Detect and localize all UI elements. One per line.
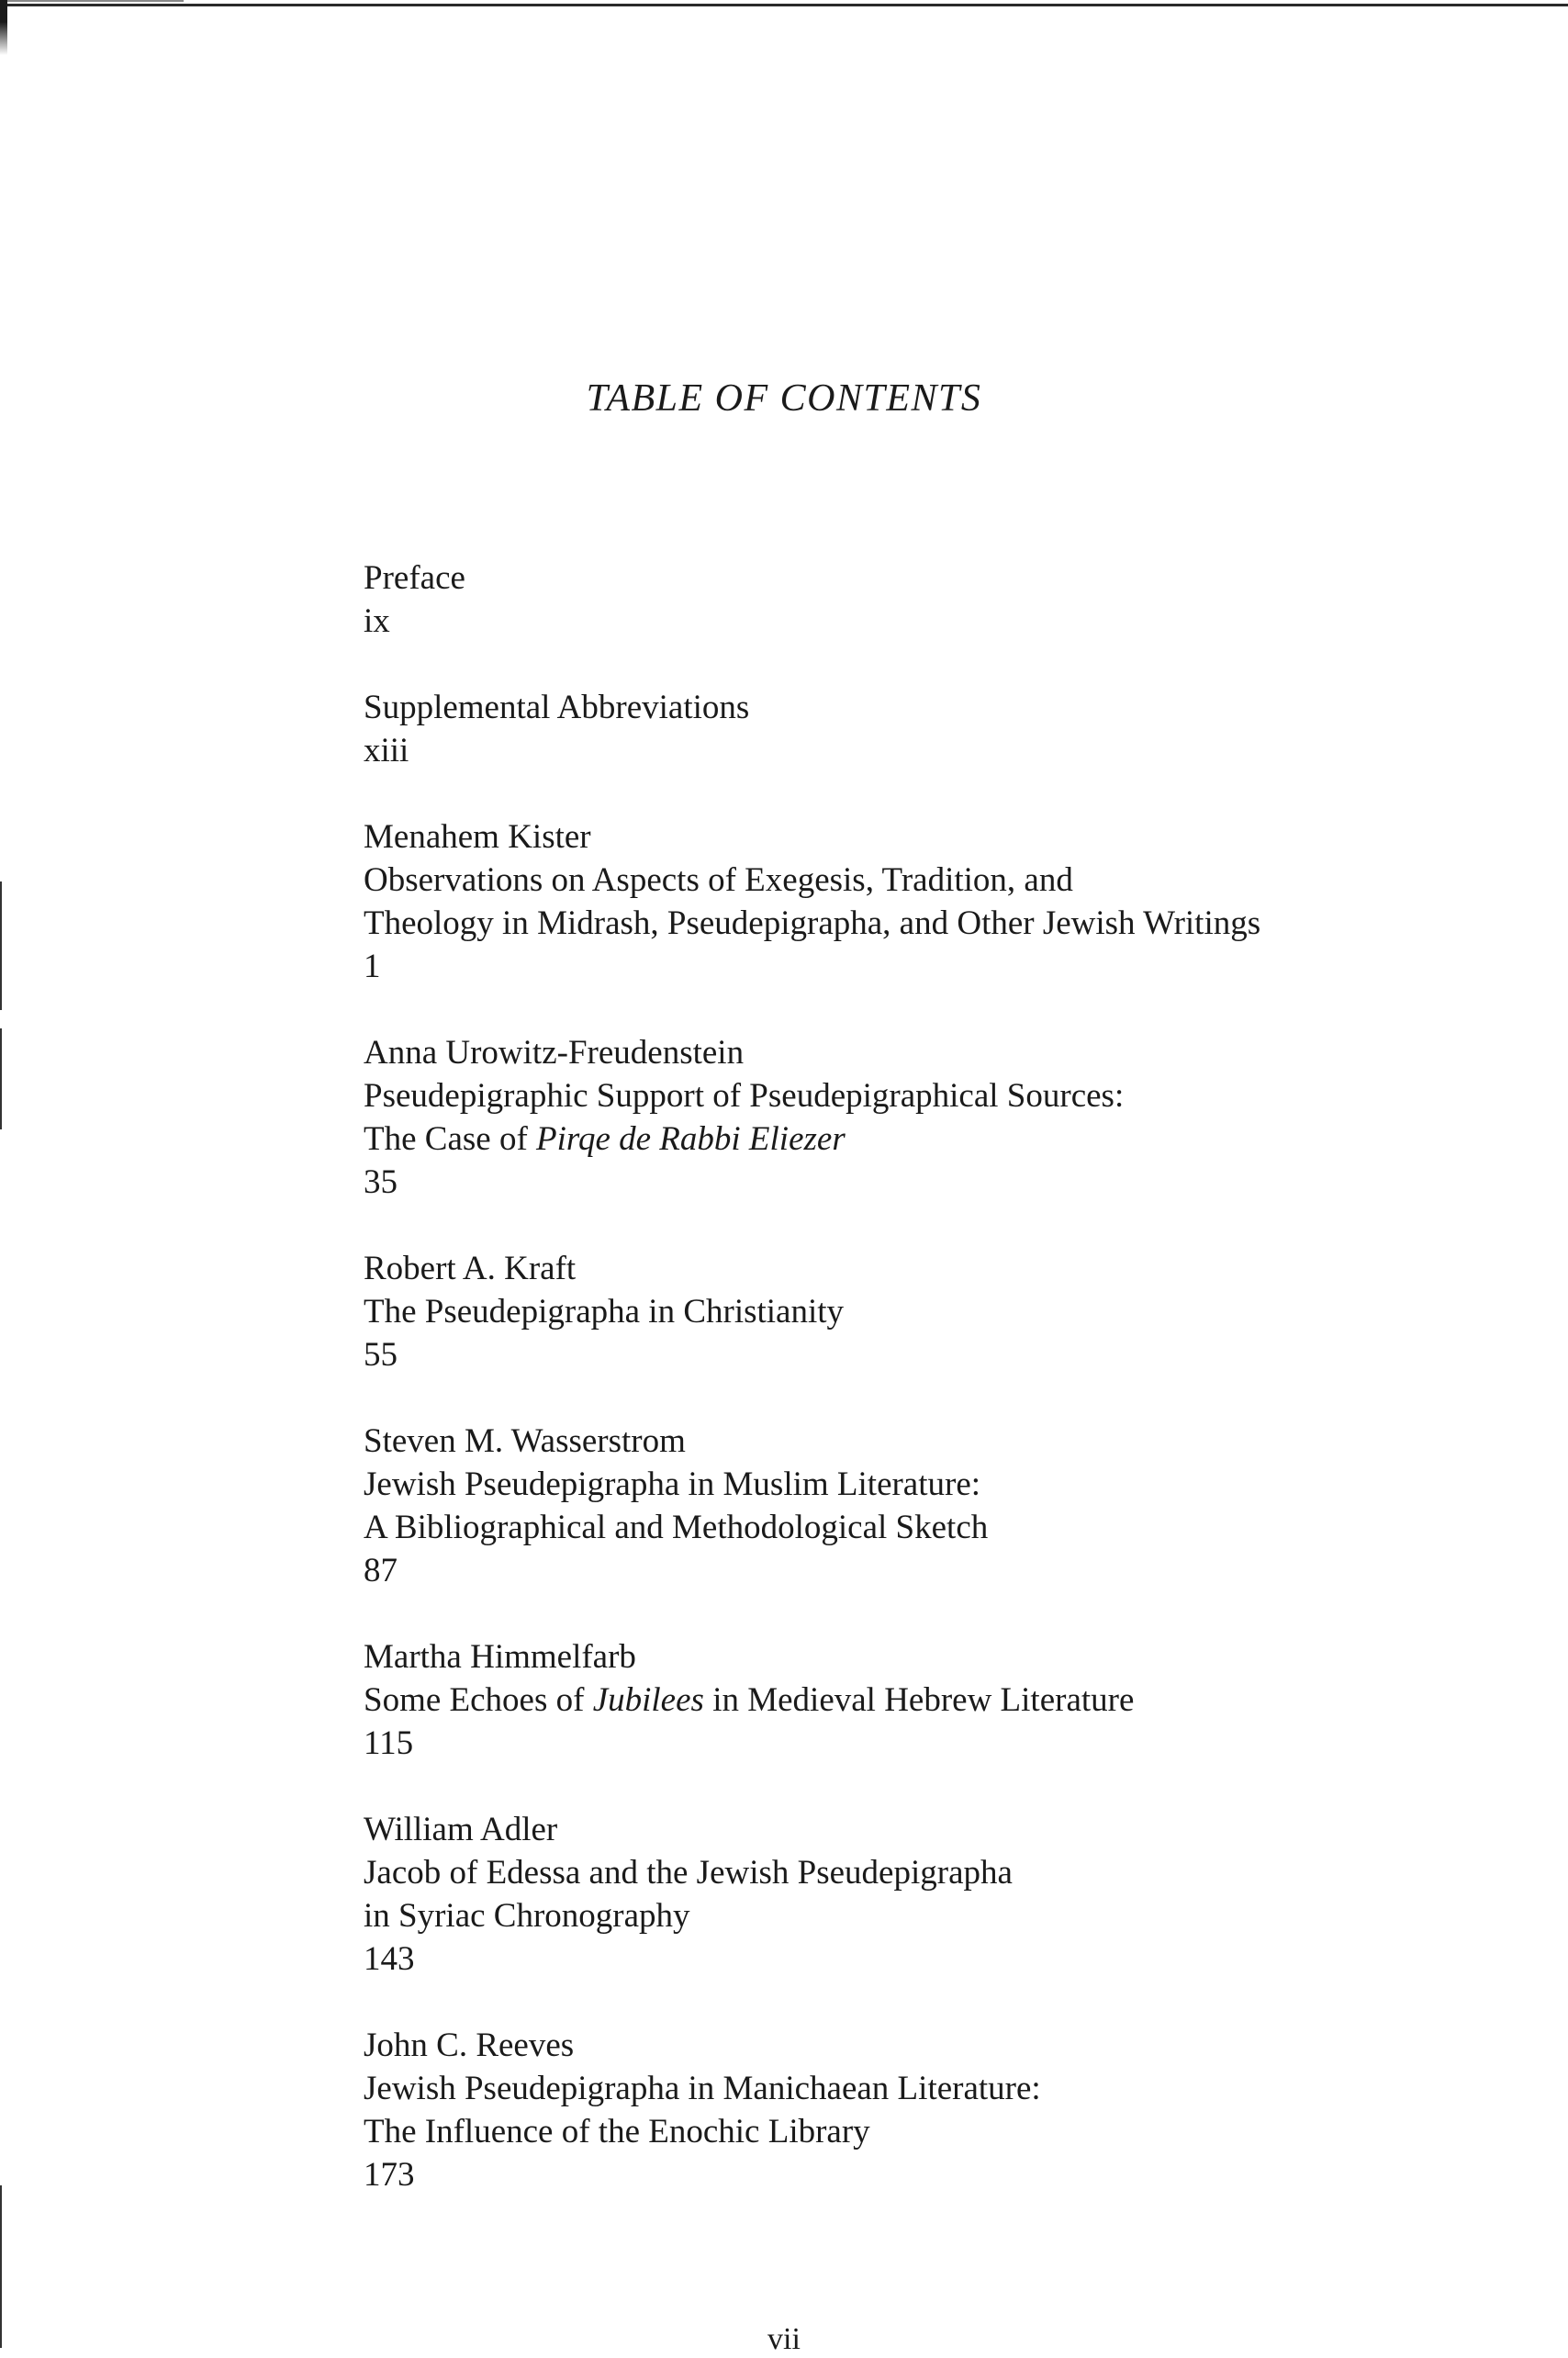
entry-title: The Pseudepigrapha in Christianity	[364, 1293, 845, 1331]
page-number: vii	[767, 2322, 801, 2356]
entry-title: A Bibliographical and Methodological Sketch	[364, 1509, 989, 1546]
entry-title: The Influence of the Enochic Library	[364, 2113, 870, 2150]
corner-mark	[0, 0, 7, 55]
entry-page: 173	[364, 2156, 415, 2194]
toc-entry-wasserstrom	[364, 1420, 1484, 1592]
entry-page: 35	[364, 1163, 398, 1201]
entry-title-text: The Case of	[364, 1120, 537, 1158]
entry-title: Jacob of Edessa and the Jewish Pseudepigrapha	[364, 1854, 1013, 1892]
toc-entry-reeves	[364, 2024, 1484, 2196]
entry-title	[364, 1679, 1484, 1722]
entry-title: Supplemental Abbreviations	[364, 689, 750, 726]
entry-title-text: Some Echoes of	[364, 1681, 593, 1719]
top-rule-fade	[0, 0, 184, 2]
entry-page: xiii	[364, 732, 409, 769]
entry-title: Jewish Pseudepigrapha in Muslim Literature:	[364, 1465, 981, 1503]
entry-page: 55	[364, 1336, 398, 1374]
entry-page: 115	[364, 1724, 414, 1762]
entry-author: Menahem Kister	[364, 818, 591, 856]
entry-title: Pseudepigraphic Support of Pseudepigraphical Sources:	[364, 1077, 1125, 1115]
left-edge-mark	[0, 881, 2, 1010]
toc-entry-himmelfarb	[364, 1635, 1484, 1765]
entry-page: 1	[364, 948, 381, 985]
entry-author: William Adler	[364, 1811, 558, 1848]
entry-title	[364, 1117, 1484, 1161]
entry-title-italic: Jubilees	[592, 1681, 704, 1719]
toc-entry-preface	[364, 556, 1484, 643]
entry-title-text: in Medieval Hebrew Literature	[703, 1681, 1135, 1719]
entry-page: ix	[364, 602, 390, 640]
entry-author: John C. Reeves	[364, 2027, 575, 2064]
left-edge-mark	[0, 1028, 2, 1129]
toc-entry-abbreviations	[364, 686, 1484, 772]
entry-author: Robert A. Kraft	[364, 1250, 577, 1287]
toc-entry-urowitz-freudenstein	[364, 1031, 1484, 1204]
toc-entry-kraft	[364, 1247, 1484, 1376]
entry-author: Martha Himmelfarb	[364, 1638, 636, 1676]
entry-title: Jewish Pseudepigrapha in Manichaean Literature:	[364, 2070, 1041, 2107]
toc-entry-kister	[364, 815, 1484, 988]
entry-title-italic: Pirqe de Rabbi Eliezer	[536, 1120, 846, 1158]
entry-author: Anna Urowitz-Freudenstein	[364, 1034, 745, 1072]
entry-title: Theology in Midrash, Pseudepigrapha, and Other Jewish Writings	[364, 904, 1261, 942]
page-title: TABLE OF CONTENTS	[586, 377, 982, 420]
entry-title: Observations on Aspects of Exegesis, Tradition, and	[364, 861, 1073, 899]
entry-page: 87	[364, 1552, 398, 1589]
entry-page: 143	[364, 1940, 415, 1978]
top-rule	[0, 4, 1568, 6]
entry-title: Preface	[364, 559, 465, 597]
toc-list	[364, 556, 1484, 2240]
entry-author: Steven M. Wasserstrom	[364, 1422, 686, 1460]
toc-entry-adler	[364, 1808, 1484, 1981]
entry-title: in Syriac Chronography	[364, 1897, 690, 1935]
